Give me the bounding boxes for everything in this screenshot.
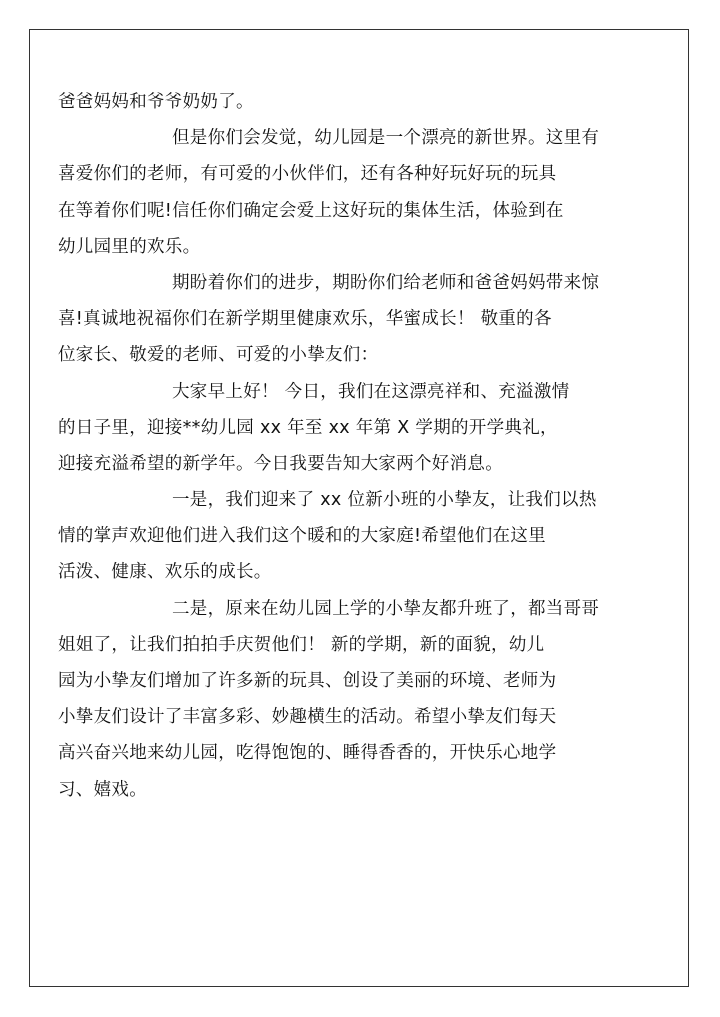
text-line: 在等着你们呢!信任你们确定会爱上这好玩的集体生活，体验到在 (58, 200, 564, 221)
paragraph-start-line: 但是你们会发觉，幼儿园是一个漂亮的新世界。这里有 (172, 128, 600, 149)
text-line: 习、嬉戏。 (58, 779, 147, 800)
text-line: 高兴奋兴地来幼儿园，吃得饱饱的、睡得香香的，开快乐心地学 (58, 743, 557, 764)
text-line: 迎接充溢希望的新学年。今日我要告知大家两个好消息。 (58, 453, 503, 474)
text-line: 喜!真诚地祝福你们在新学期里健康欢乐，华蜜成长！ 敬重的各 (58, 309, 552, 330)
paragraph-start-line: 一是，我们迎来了 xx 位新小班的小挚友，让我们以热 (172, 490, 597, 511)
document-body (58, 84, 658, 808)
text-line: 小挚友们设计了丰富多彩、妙趣横生的活动。希望小挚友们每天 (58, 707, 557, 728)
paragraph-start-line: 二是，原来在幼儿园上学的小挚友都升班了，都当哥哥 (172, 598, 600, 619)
text-line: 情的掌声欢迎他们进入我们这个暖和的大家庭!希望他们在这里 (58, 526, 546, 547)
text-line: 爸爸妈妈和爷爷奶奶了。 (58, 92, 254, 112)
text-line: 园为小挚友们增加了许多新的玩具、创设了美丽的环境、老师为 (58, 671, 557, 691)
paragraph-start-line: 期盼着你们的进步，期盼你们给老师和爸爸妈妈带来惊 (172, 272, 600, 293)
text-line: 喜爱你们的老师，有可爱的小伙伴们，还有各种好玩好玩的玩具 (58, 164, 557, 185)
text-line: 姐姐了，让我们拍拍手庆贺他们！ 新的学期，新的面貌，幼儿 (58, 634, 545, 655)
text-line: 位家长、敬爱的老师、可爱的小挚友们： (58, 345, 379, 366)
text-line: 幼儿园里的欢乐。 (58, 236, 201, 257)
paragraph-start-line: 大家早上好！ 今日，我们在这漂亮祥和、充溢激情 (172, 381, 570, 402)
text-line: 活泼、健康、欢乐的成长。 (58, 562, 272, 583)
text-line: 的日子里，迎接**幼儿园 xx 年至 xx 年第 X 学期的开学典礼， (58, 417, 558, 438)
